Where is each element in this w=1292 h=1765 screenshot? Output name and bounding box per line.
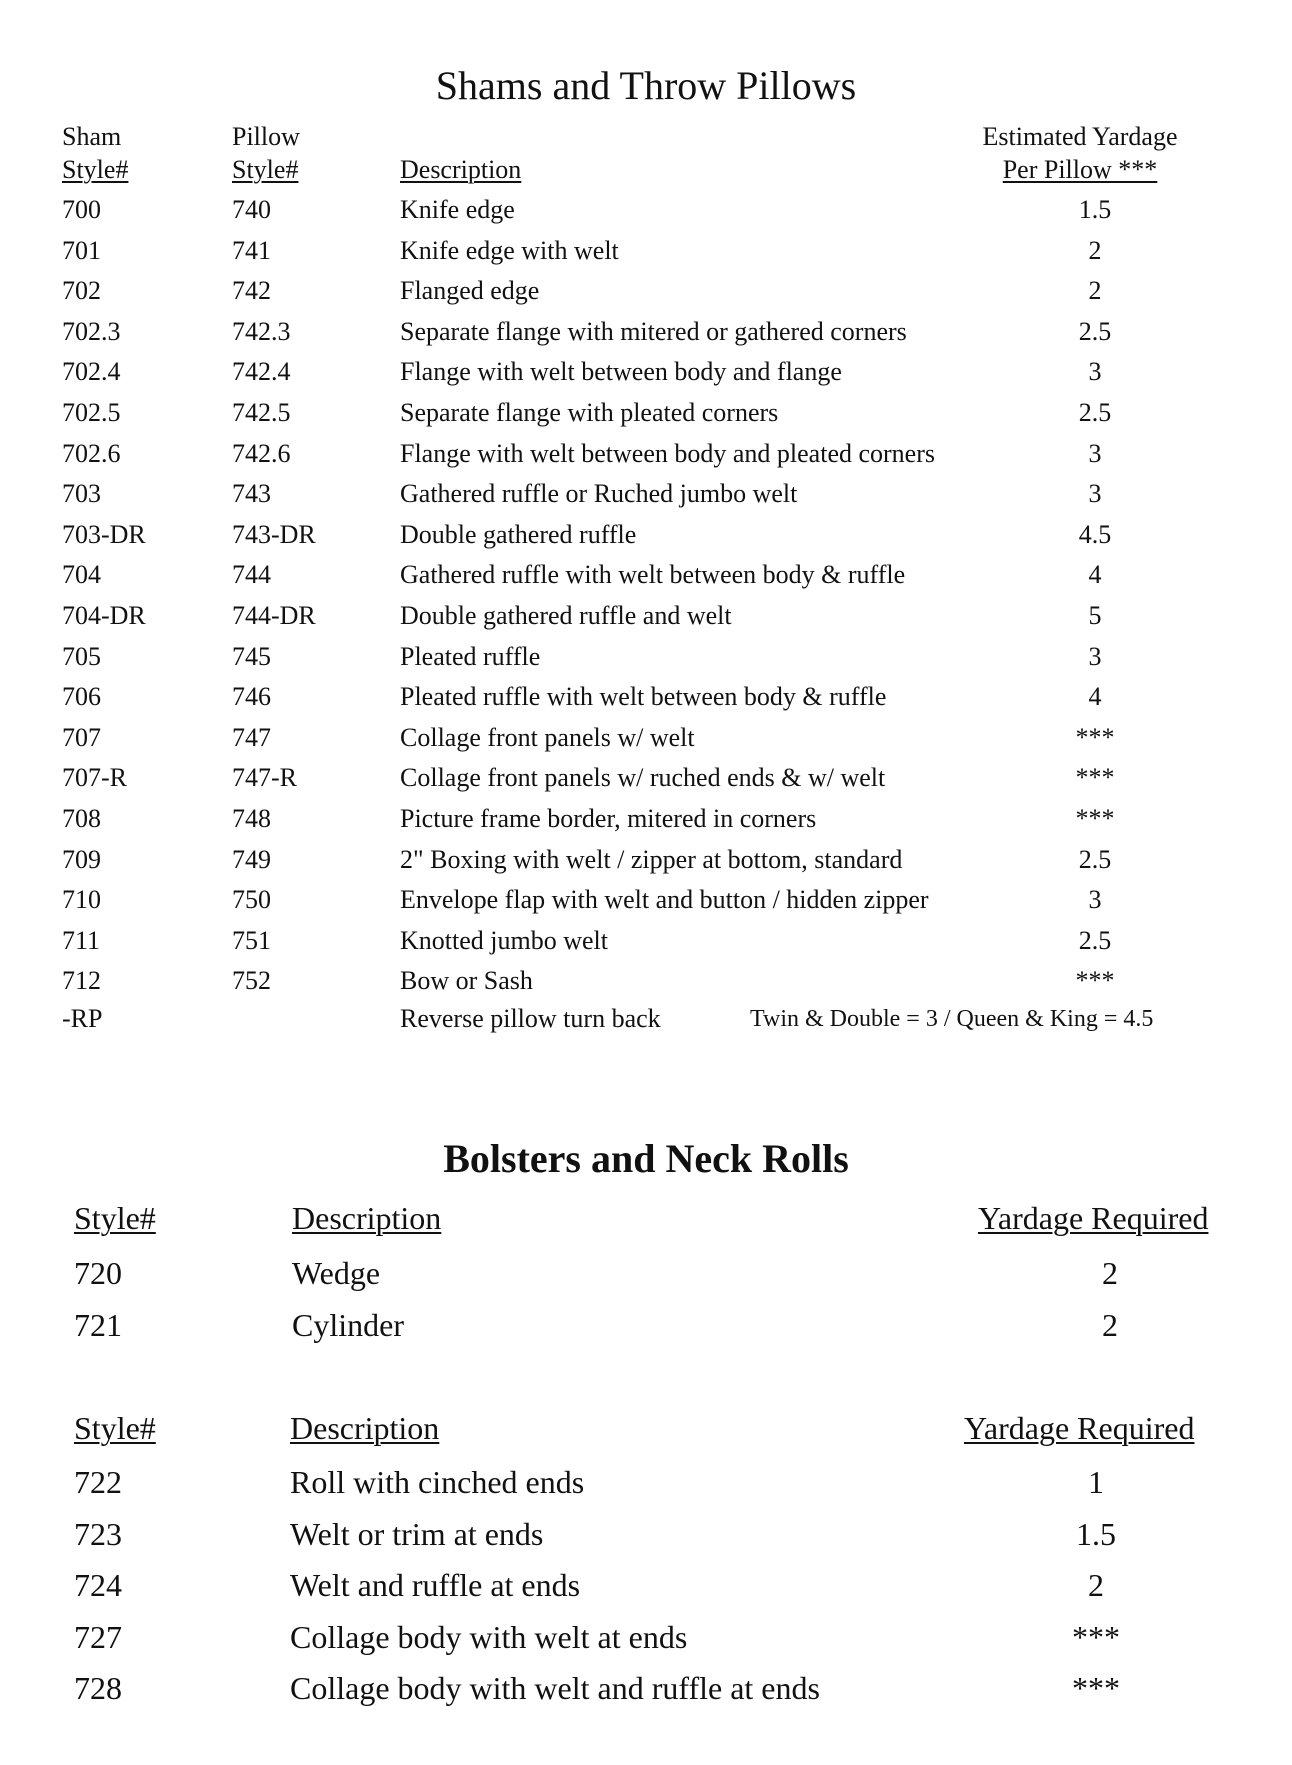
yardage-cell: 2 <box>1088 235 1102 265</box>
last-row-description: Reverse pillow turn back <box>400 1004 661 1033</box>
description-cell: Picture frame border, mitered in corners <box>400 804 817 833</box>
style-cell: 728 <box>74 1670 122 1706</box>
yardage-cell: 2 <box>1088 276 1102 306</box>
yardage-cell: 1 <box>1088 1464 1104 1500</box>
yardage-cell: *** <box>1072 1670 1120 1706</box>
sham-style-cell: 706 <box>62 682 101 712</box>
description-cell: Separate flange with mitered or gathered corners <box>400 316 907 346</box>
sham-style-cell: 712 <box>62 966 101 996</box>
sham-style-cell: 710 <box>62 885 101 915</box>
style-cell: 727 <box>74 1618 122 1655</box>
shams-title: Shams and Throw Pillows <box>435 63 857 108</box>
pillow-style-cell: 744-DR <box>232 601 316 630</box>
description-cell: Collage body with welt at ends <box>290 1618 688 1655</box>
description-cell: Envelope flap with welt and button / hidden zipper <box>400 885 929 915</box>
sham-style-cell: 700 <box>62 195 101 224</box>
pillow-style-cell: 742.4 <box>232 357 291 387</box>
yardage-cell: 4.5 <box>1078 519 1112 549</box>
yardage-cell: 1.5 <box>1078 195 1112 224</box>
last-row-yardage: Twin & Double = 3 / Queen & King = 4.5 <box>750 1006 1154 1032</box>
sham-style-cell: 702.3 <box>62 316 121 346</box>
description-cell: 2" Boxing with welt / zipper at bottom, standard <box>400 844 903 874</box>
yardage-header <box>950 120 1210 186</box>
description-cell: Flange with welt between body and flange <box>400 357 842 387</box>
bolsters-title: Bolsters and Neck Rolls <box>443 1136 849 1181</box>
pillow-style-cell: 750 <box>232 885 271 915</box>
yardage-cell: 2 <box>1102 1307 1118 1343</box>
pillow-style-cell: 749 <box>232 844 271 874</box>
description-cell: Knife edge <box>400 195 515 224</box>
description-cell: Gathered ruffle or Ruched jumbo welt <box>400 479 798 509</box>
sham-style-cell: 704 <box>62 560 101 590</box>
sham-style-cell: 707 <box>62 722 101 752</box>
yardage-cell: *** <box>1075 804 1115 833</box>
yardage-cell: 2 <box>1088 1567 1104 1603</box>
sham-style-cell: 702.5 <box>62 398 121 427</box>
pillow-style-cell: 742.6 <box>232 438 291 468</box>
yardage-cell: 4 <box>1088 560 1102 590</box>
yardage-header-line2: Per Pillow *** <box>1002 155 1158 184</box>
sham-style-cell: 708 <box>62 804 101 833</box>
pillow-style-cell: 741 <box>232 235 271 265</box>
yardage-header-line1: Estimated Yardage <box>982 122 1178 151</box>
yardage-cell: *** <box>1075 966 1115 996</box>
pillow-style-cell: 748 <box>232 804 271 833</box>
description-cell: Pleated ruffle with welt between body & ruffle <box>400 682 887 712</box>
pillow-style-cell: 742 <box>232 276 271 306</box>
sham-header-line2: Style# <box>62 155 129 184</box>
description-cell: Separate flange with pleated corners <box>400 398 779 427</box>
description-cell: Double gathered ruffle <box>400 519 637 549</box>
pillow-style-cell: 742.5 <box>232 398 291 427</box>
yardage-cell: 2.5 <box>1078 398 1112 427</box>
pillow-style-cell: 743-DR <box>232 519 316 549</box>
table-a-yardage-header: Yardage Required <box>978 1200 1209 1236</box>
sham-style-cell: 701 <box>62 235 101 265</box>
yardage-cell: 3 <box>1088 641 1102 671</box>
sham-style-cell: 709 <box>62 844 101 874</box>
pillow-header-line1: Pillow <box>232 122 300 151</box>
table-b-yardage-header: Yardage Required <box>964 1410 1195 1446</box>
table-a-description-header: Description <box>292 1200 442 1236</box>
pillow-style-cell: 747-R <box>232 763 297 793</box>
yardage-cell: *** <box>1072 1618 1120 1655</box>
description-header: Description <box>400 155 522 184</box>
description-cell: Knotted jumbo welt <box>400 925 608 955</box>
pillow-header-line2: Style# <box>232 155 299 184</box>
description-cell: Double gathered ruffle and welt <box>400 601 732 630</box>
sham-header-line1: Sham <box>62 122 122 151</box>
sham-style-cell: 702.6 <box>62 438 121 468</box>
yardage-cell: 3 <box>1088 479 1102 509</box>
table-a-style-header: Style# <box>74 1200 156 1236</box>
description-cell: Cylinder <box>292 1307 404 1343</box>
pillow-style-cell: 740 <box>232 195 271 224</box>
description-cell: Collage body with welt and ruffle at ends <box>290 1670 820 1706</box>
description-cell: Collage front panels w/ ruched ends & w/ welt <box>400 763 886 793</box>
sham-style-cell: 702.4 <box>62 357 121 387</box>
sham-style-header <box>62 120 128 186</box>
description-cell: Knife edge with welt <box>400 235 619 265</box>
sham-style-cell: 703 <box>62 479 101 509</box>
description-cell: Bow or Sash <box>400 966 533 996</box>
yardage-cell: 1.5 <box>1076 1515 1116 1552</box>
pillow-style-cell: 743 <box>232 479 271 509</box>
description-cell: Gathered ruffle with welt between body & ruffle <box>400 560 906 590</box>
pillow-style-cell: 742.3 <box>232 316 291 346</box>
yardage-cell: 2.5 <box>1078 316 1112 346</box>
table-b-style-header: Style# <box>74 1410 156 1446</box>
yardage-cell: 4 <box>1088 682 1102 712</box>
description-cell: Roll with cinched ends <box>290 1464 585 1500</box>
yardage-cell: 3 <box>1088 885 1102 915</box>
yardage-cell: 3 <box>1088 438 1102 468</box>
yardage-cell: *** <box>1075 722 1115 752</box>
description-cell: Collage front panels w/ welt <box>400 722 695 752</box>
description-cell: Welt and ruffle at ends <box>290 1567 581 1603</box>
description-cell: Pleated ruffle <box>400 641 541 671</box>
pillow-style-header <box>232 120 300 186</box>
sham-style-cell: 707-R <box>62 763 127 793</box>
style-cell: 720 <box>74 1255 122 1291</box>
style-cell: 722 <box>74 1464 122 1500</box>
sham-style-cell: 703-DR <box>62 519 146 549</box>
pillow-style-cell: 744 <box>232 560 271 590</box>
pillow-style-cell: 751 <box>232 925 271 955</box>
last-row-sham: -RP <box>62 1004 103 1033</box>
yardage-cell: 3 <box>1088 357 1102 387</box>
yardage-cell: 2.5 <box>1078 925 1112 955</box>
description-cell: Flange with welt between body and pleated corners <box>400 438 935 468</box>
style-cell: 723 <box>74 1515 122 1552</box>
sham-style-cell: 704-DR <box>62 601 146 630</box>
table-b-description-header: Description <box>290 1410 440 1446</box>
pillow-style-cell: 747 <box>232 722 271 752</box>
yardage-cell: 2 <box>1102 1255 1118 1291</box>
style-cell: 721 <box>74 1307 122 1343</box>
style-cell: 724 <box>74 1567 122 1603</box>
description-cell: Welt or trim at ends <box>290 1515 544 1552</box>
sham-style-cell: 705 <box>62 641 101 671</box>
pillow-style-cell: 752 <box>232 966 271 996</box>
sham-style-cell: 711 <box>62 925 101 955</box>
yardage-cell: *** <box>1075 763 1115 793</box>
sham-style-cell: 702 <box>62 276 101 306</box>
pillow-style-cell: 746 <box>232 682 271 712</box>
description-cell: Wedge <box>292 1255 381 1291</box>
pillow-style-cell: 745 <box>232 641 271 671</box>
description-cell: Flanged edge <box>400 276 540 306</box>
yardage-cell: 2.5 <box>1078 844 1112 874</box>
yardage-cell: 5 <box>1088 601 1102 630</box>
